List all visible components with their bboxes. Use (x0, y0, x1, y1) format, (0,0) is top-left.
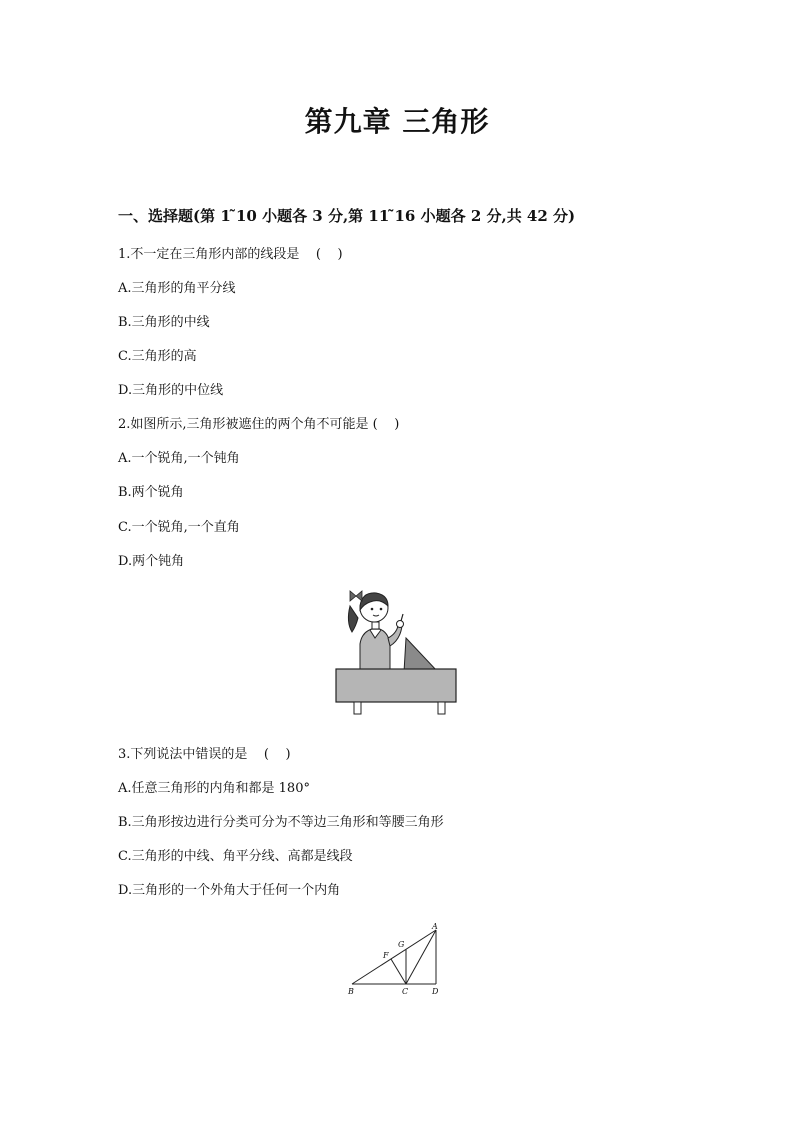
label-b: B (348, 987, 354, 996)
question-3-option-b: B.三角形按边进行分类可分为不等边三角形和等腰三角形 (118, 815, 444, 830)
geometry-triangle-figure (340, 920, 450, 1002)
question-1-stem: 1.不一定在三角形内部的线段是 ( ) (118, 247, 343, 262)
label-g: G (398, 940, 405, 949)
chapter-title: 第九章 三角形 (304, 105, 490, 138)
question-3-option-d: D.三角形的一个外角大于任何一个内角 (118, 883, 341, 898)
label-d: D (432, 987, 439, 996)
girl-ponytail-shape (348, 606, 358, 632)
label-f: F (383, 951, 389, 960)
question-3-stem: 3.下列说法中错误的是 ( ) (118, 747, 291, 762)
question-1-option-d: D.三角形的中位线 (118, 383, 224, 398)
section-heading: 一、选择题(第 1 ̃10 小题各 3 分,第 11 ̃16 小题各 2 分,共 42 分) (118, 207, 576, 225)
question-2-option-b: B.两个锐角 (118, 485, 184, 500)
question-1-option-a: A.三角形的角平分线 (118, 281, 236, 296)
segment-ac (406, 930, 436, 984)
question-2-stem: 2.如图所示,三角形被遮住的两个角不可能是 ( ) (118, 417, 400, 432)
question-3-option-a: A.任意三角形的内角和都是 180° (118, 781, 310, 796)
hidden-triangle-shape (404, 638, 438, 672)
desk-shape (336, 669, 456, 702)
girl-desk-triangle-figure (330, 588, 465, 718)
question-1-option-b: B.三角形的中线 (118, 315, 210, 330)
segment-cf (391, 959, 406, 984)
question-2-option-a: A.一个锐角,一个钝角 (118, 451, 240, 466)
question-2-option-c: C.一个锐角,一个直角 (118, 520, 240, 535)
girl-arm-shape (388, 626, 402, 646)
question-3-option-c: C.三角形的中线、角平分线、高都是线段 (118, 849, 353, 864)
segment-ab (352, 930, 436, 984)
label-a: A (432, 922, 438, 931)
question-2-option-d: D.两个钝角 (118, 554, 185, 569)
label-c: C (402, 987, 409, 996)
question-1-option-c: C.三角形的高 (118, 349, 197, 364)
